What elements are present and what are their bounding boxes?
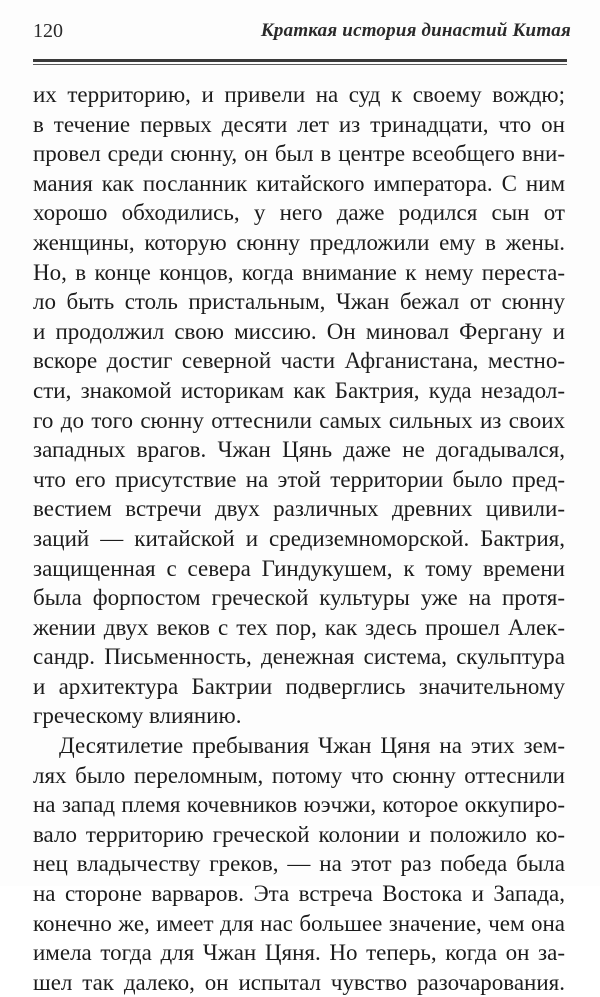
paragraph-1: [33, 80, 565, 731]
paragraph-2: [33, 731, 565, 997]
text-line: мания как посланник китайского императора. С ним: [33, 170, 565, 196]
body-text: [33, 80, 565, 997]
text-line: го до того сюнну оттеснили самых сильных из своих: [33, 407, 565, 433]
running-title: Краткая история династий Китая: [260, 20, 571, 41]
text-line: имела тогда для Чжан Цяня. Но теперь, когда он за-: [33, 940, 565, 966]
text-line: сандр. Письменность, денежная система, скульптура: [33, 644, 565, 670]
text-line: защищенная с севера Гиндукушем, к тому времени: [33, 555, 565, 581]
text-line: и продолжил свою миссию. Он миновал Фергану и: [33, 318, 565, 344]
header-rule-thick: [33, 59, 567, 62]
text-line: вало территорию греческой колонии и положило ко-: [33, 821, 565, 847]
text-line: на запад племя кочевников юэчжи, которое оккупиро-: [33, 792, 565, 818]
text-line: их территорию, и привели на суд к своему вождю;: [33, 82, 565, 107]
text-line: хорошо обходились, у него даже родился сын от: [33, 200, 565, 226]
text-line: греческому влиянию.: [33, 703, 242, 729]
text-line: конечно же, имеет для нас большее значение, чем она: [33, 910, 565, 936]
header-rule-thin: [33, 64, 567, 65]
text-line: Десятилетие пребывания Чжан Цяня на этих зем-: [59, 733, 565, 759]
running-head: [33, 18, 571, 48]
text-line: что его присутствие на этой территории было пред-: [33, 466, 565, 492]
text-line: и архитектура Бактрии подверглись значительному: [33, 673, 565, 699]
text-line: жении двух веков с тех пор, как здесь прошел Алек-: [33, 614, 565, 640]
text-line: на стороне варваров. Эта встреча Востока и Запада,: [33, 881, 565, 907]
text-line: вскоре достиг северной части Афганистана, местно-: [33, 348, 565, 374]
text-line: вестием встречи двух различных древних цивили-: [33, 496, 565, 522]
text-line: в течение первых десяти лет из тринадцати, что он: [33, 111, 565, 137]
text-line: ло быть столь пристальным, Чжан бежал от сюнну: [33, 289, 565, 315]
text-line: сти, знакомой историкам как Бактрия, куда незадол-: [33, 377, 565, 403]
text-line: западных врагов. Чжан Цянь даже не догадывался,: [33, 437, 565, 463]
text-line: провел среди сюнну, он был в центре всеобщего вни-: [33, 141, 565, 167]
page-number: 120: [33, 20, 63, 42]
text-line: шел так далеко, он испытал чувство разочарования.: [33, 969, 565, 995]
text-line: женщины, которую сюнну предложили ему в жены.: [33, 229, 565, 255]
text-line: была форпостом греческой культуры уже на протя-: [33, 585, 565, 611]
text-line: заций — китайской и средиземноморской. Бактрия,: [33, 525, 565, 551]
text-line: Но, в конце концов, когда внимание к нему переста-: [33, 259, 565, 285]
text-line: нец владычеству греков, — на этот раз победа была: [33, 851, 565, 877]
text-line: лях было переломным, потому что сюнну оттеснили: [33, 762, 565, 788]
